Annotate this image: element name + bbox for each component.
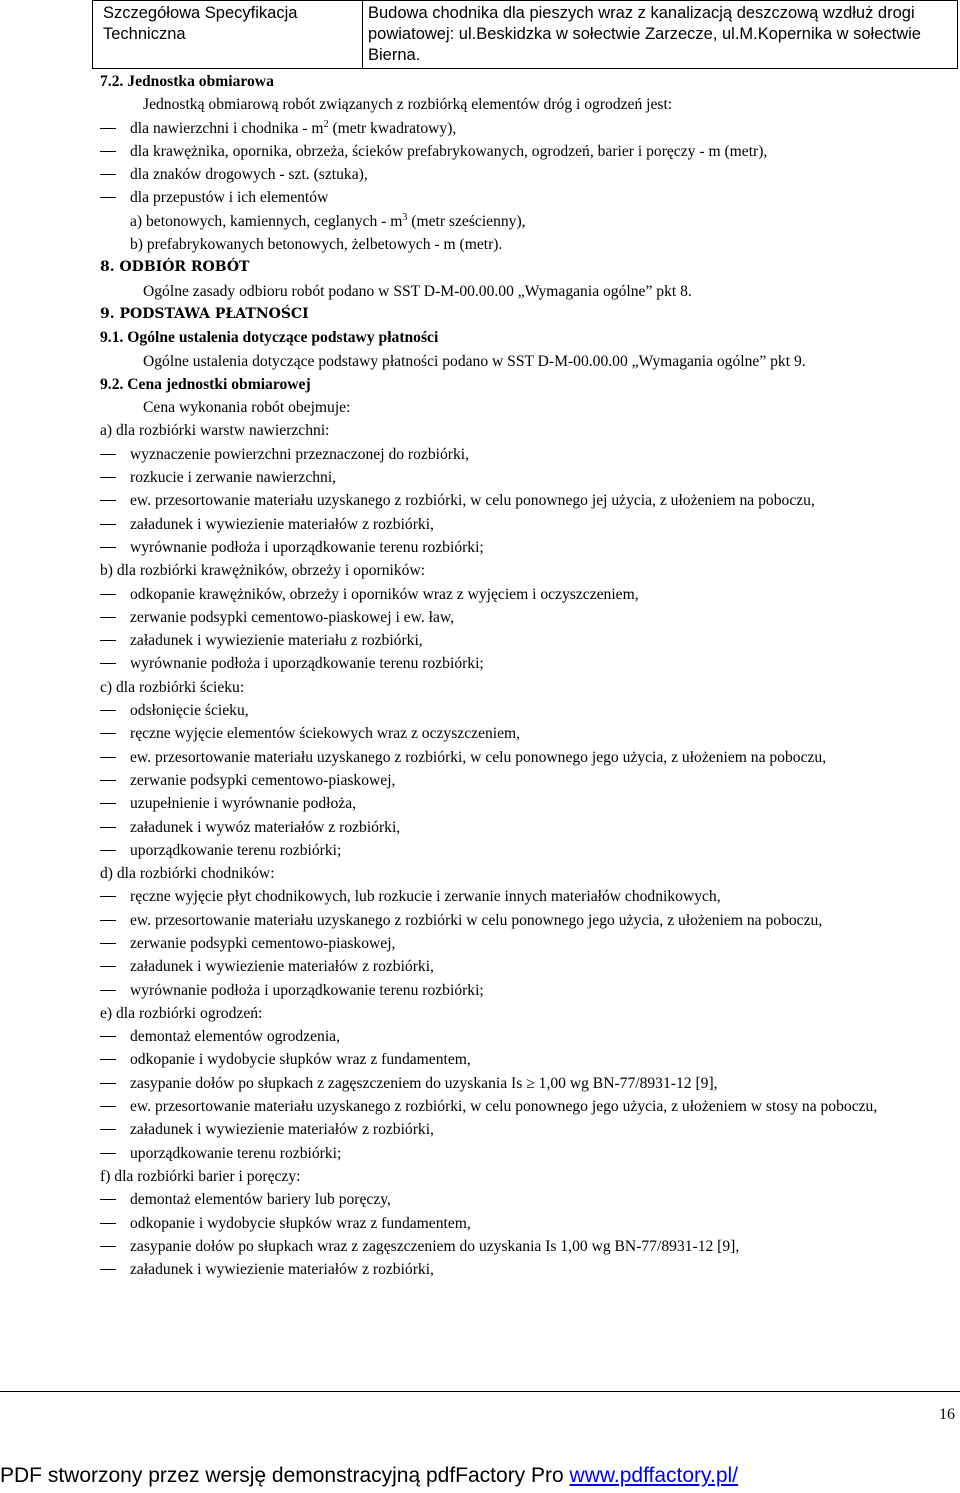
dash-bullet [100, 197, 116, 198]
list-item-text: załadunek i wywiezienie materiałów z rozbiórki, [130, 1261, 434, 1279]
dash-bullet [100, 1246, 116, 1247]
dash-bullet [100, 1106, 116, 1107]
dash-bullet [100, 174, 116, 175]
section-9-heading: 9. PODSTAWA PŁATNOŚCI [100, 305, 309, 322]
superscript-3: 3 [402, 211, 408, 223]
page-footer [0, 1391, 960, 1452]
list-item-text: uporządkowanie terenu rozbiórki; [130, 841, 342, 859]
header-project-title: Budowa chodnika dla pieszych wraz z kanalizacją deszczową wzdłuż drogi powiatowej: ul.Beskidzka w sołectwie Zarzecze, ul.M.Kopernika w sołectwie Bierna. [368, 4, 921, 64]
list-item-text: ew. przesortowanie materiału uzyskanego z rozbiórki w celu ponownego jego użycia, z ułożeniem na poboczu, [130, 911, 823, 929]
list-item [100, 699, 960, 722]
list-item-text: odkopanie i wydobycie słupków wraz z fundamentem, [130, 1051, 471, 1069]
dash-bullet [100, 617, 116, 618]
list-item-text: uporządkowanie terenu rozbiórki; [130, 1144, 342, 1162]
header-document-type: Szczegółowa Specyfikacja Techniczna [93, 1, 363, 68]
unit-item-text: dla przepustów i ich elementów [130, 189, 329, 207]
dash-bullet [100, 1199, 116, 1200]
section-8-heading: 8. ODBIÓR ROBÓT [100, 259, 250, 276]
unit-item-text: dla nawierzchni i chodnika - m [130, 119, 324, 137]
list-item [100, 816, 960, 839]
dash-bullet [100, 1059, 116, 1060]
pdf-watermark-text: PDF stworzony przez wersję demonstracyjną pdfFactory Pro [0, 1464, 570, 1487]
dash-bullet [100, 477, 116, 478]
dash-bullet [100, 1223, 116, 1224]
dash-bullet [100, 151, 116, 152]
list-item [100, 1048, 960, 1071]
list-item-text: wyrównanie podłoża i uporządkowanie terenu rozbiórki; [130, 538, 484, 556]
list-item-text: wyznaczenie powierzchni przeznaczonej do rozbiórki, [130, 445, 469, 463]
list-item-text: ręczne wyjęcie płyt chodnikowych, lub rozkucie i zerwanie innych materiałów chodnikowych, [130, 888, 721, 906]
dash-bullet [100, 757, 116, 758]
list-item [100, 652, 960, 675]
unit-item-signs [100, 163, 960, 186]
list-item [100, 1188, 960, 1211]
pdffactory-link[interactable]: www.pdffactory.pl/ [569, 1464, 739, 1487]
unit-item-text: (metr kwadratowy), [328, 119, 457, 137]
dash-bullet [100, 896, 116, 897]
group-title: b) dla rozbiórki krawężników, obrzeży i oporników: [100, 562, 426, 580]
section-7-2-heading: 7.2. Jednostka obmiarowa [100, 73, 274, 90]
list-item-text: zerwanie podsypki cementowo-piaskowej i ew. ław, [130, 608, 455, 626]
list-item-text: ew. przesortowanie materiału uzyskanego z rozbiórki, w celu ponownego jego użycia, z ułożeniem w stosy na poboczu, [130, 1098, 878, 1116]
list-item [100, 1258, 960, 1281]
list-item-text: rozkucie i zerwanie nawierzchni, [130, 469, 337, 487]
list-item-text: załadunek i wywiezienie materiałów z rozbiórki, [130, 515, 434, 533]
dash-bullet [100, 990, 116, 991]
dash-bullet [100, 524, 116, 525]
dash-bullet [100, 1129, 116, 1130]
section-8-text: Ogólne zasady odbioru robót podano w SST D-M-00.00.00 „Wymagania ogólne” pkt 8. [143, 282, 692, 300]
subitem-text: (metr sześcienny), [407, 212, 526, 230]
list-item [100, 536, 960, 559]
list-item-text: zerwanie podsypki cementowo-piaskowej, [130, 934, 396, 952]
dash-bullet [100, 780, 116, 781]
unit-item-culverts [100, 186, 960, 209]
group-title: f) dla rozbiórki barier i poręczy: [100, 1167, 301, 1185]
dash-bullet [100, 943, 116, 944]
dash-bullet [100, 500, 116, 501]
list-item [100, 443, 960, 466]
list-item [100, 839, 960, 862]
list-item-text: ew. przesortowanie materiału uzyskanego z rozbiórki, w celu ponownego jego użycia, z ułożeniem na poboczu, [130, 748, 827, 766]
dash-bullet [100, 733, 116, 734]
list-item [100, 1072, 960, 1095]
list-item-text: demontaż elementów bariery lub poręczy, [130, 1191, 391, 1209]
section-9-2-heading: 9.2. Cena jednostki obmiarowej [100, 375, 311, 393]
list-item-text: demontaż elementów ogrodzenia, [130, 1028, 340, 1046]
list-item [100, 932, 960, 955]
list-item-text: wyrównanie podłoża i uporządkowanie terenu rozbiórki; [130, 981, 484, 999]
list-item [100, 979, 960, 1002]
list-item [100, 513, 960, 536]
culvert-subitem-b: b) prefabrykowanych betonowych, żelbetowych - m (metr). [130, 236, 503, 254]
list-item [100, 606, 960, 629]
document-body [100, 70, 960, 1281]
dash-bullet [100, 1083, 116, 1084]
section-9-1-text: Ogólne ustalenia dotyczące podstawy płatności podano w SST D-M-00.00.00 „Wymagania ogólne” pkt 9. [143, 352, 806, 370]
list-item [100, 722, 960, 745]
list-item-text: uzupełnienie i wyrównanie podłoża, [130, 795, 357, 813]
dash-bullet [100, 663, 116, 664]
group-title: e) dla rozbiórki ogrodzeń: [100, 1004, 263, 1022]
list-item-text: zasypanie dołów po słupkach wraz z zagęszczeniem do uzyskania Is 1,00 wg BN-77/8931-12 [9], [130, 1237, 740, 1255]
list-item [100, 1095, 960, 1118]
superscript-2: 2 [323, 118, 329, 130]
unit-item-curbs [100, 140, 960, 163]
subitem-text: a) betonowych, kamiennych, ceglanych - m [130, 212, 403, 230]
culvert-subitem-a [100, 210, 960, 233]
list-item-text: odsłonięcie ścieku, [130, 702, 249, 720]
dash-bullet [100, 966, 116, 967]
pdf-watermark-line [0, 1464, 960, 1488]
dash-bullet [100, 850, 116, 851]
price-scope-groups [100, 419, 960, 1281]
page-header [92, 0, 958, 69]
dash-bullet [100, 920, 116, 921]
list-item-text: załadunek i wywóz materiałów z rozbiórki, [130, 818, 401, 836]
dash-bullet [100, 594, 116, 595]
dash-bullet [100, 1036, 116, 1037]
dash-bullet [100, 640, 116, 641]
dash-bullet [100, 803, 116, 804]
unit-item-surface [100, 117, 960, 140]
section-7-2-intro: Jednostką obmiarową robót związanych z rozbiórką elementów dróg i ogrodzeń jest: [143, 96, 673, 114]
list-item [100, 1235, 960, 1258]
list-item-text: załadunek i wywiezienie materiałów z rozbiórki, [130, 958, 434, 976]
list-item-text: załadunek i wywiezienie materiału z rozbiórki, [130, 632, 423, 650]
unit-item-text: dla znaków drogowych - szt. (sztuka), [130, 166, 368, 184]
list-item [100, 769, 960, 792]
list-item-text: odkopanie i wydobycie słupków wraz z fundamentem, [130, 1214, 471, 1232]
page-number: 16 [939, 1406, 955, 1423]
list-item-text: zasypanie dołów po słupkach z zagęszczeniem do uzyskania Is ≥ 1,00 wg BN-77/8931-12 [9], [130, 1074, 718, 1092]
list-item [100, 1142, 960, 1165]
list-item [100, 1025, 960, 1048]
list-item-text: odkopanie krawężników, obrzeży i oporników wraz z wyjęciem i oczyszczeniem, [130, 585, 639, 603]
list-item [100, 885, 960, 908]
dash-bullet [100, 547, 116, 548]
list-item-text: ręczne wyjęcie elementów ściekowych wraz z oczyszczeniem, [130, 725, 521, 743]
list-item-text: załadunek i wywiezienie materiałów z rozbiórki, [130, 1121, 434, 1139]
section-9-1-heading: 9.1. Ogólne ustalenia dotyczące podstawy płatności [100, 329, 439, 347]
group-title: c) dla rozbiórki ścieku: [100, 678, 245, 696]
list-item [100, 489, 960, 512]
dash-bullet [100, 827, 116, 828]
list-item-text: wyrównanie podłoża i uporządkowanie terenu rozbiórki; [130, 655, 484, 673]
list-item [100, 466, 960, 489]
unit-item-text: dla krawężnika, opornika, obrzeża, ścieków prefabrykowanych, ogrodzeń, barier i poręczy - m (metr), [130, 142, 768, 160]
dash-bullet [100, 454, 116, 455]
dash-bullet [100, 1153, 116, 1154]
list-item [100, 629, 960, 652]
group-title: a) dla rozbiórki warstw nawierzchni: [100, 422, 330, 440]
dash-bullet [100, 1269, 116, 1270]
list-item [100, 1118, 960, 1141]
list-item [100, 583, 960, 606]
list-item [100, 909, 960, 932]
dash-bullet [100, 710, 116, 711]
list-item [100, 1212, 960, 1235]
list-item [100, 746, 960, 769]
group-title: d) dla rozbiórki chodników: [100, 865, 275, 883]
list-item-text: ew. przesortowanie materiału uzyskanego z rozbiórki, w celu ponownego jej użycia, z ułożeniem na poboczu, [130, 492, 815, 510]
list-item-text: zerwanie podsypki cementowo-piaskowej, [130, 771, 396, 789]
list-item [100, 792, 960, 815]
list-item [100, 955, 960, 978]
dash-bullet [100, 128, 116, 129]
section-9-2-intro: Cena wykonania robót obejmuje: [143, 399, 351, 417]
